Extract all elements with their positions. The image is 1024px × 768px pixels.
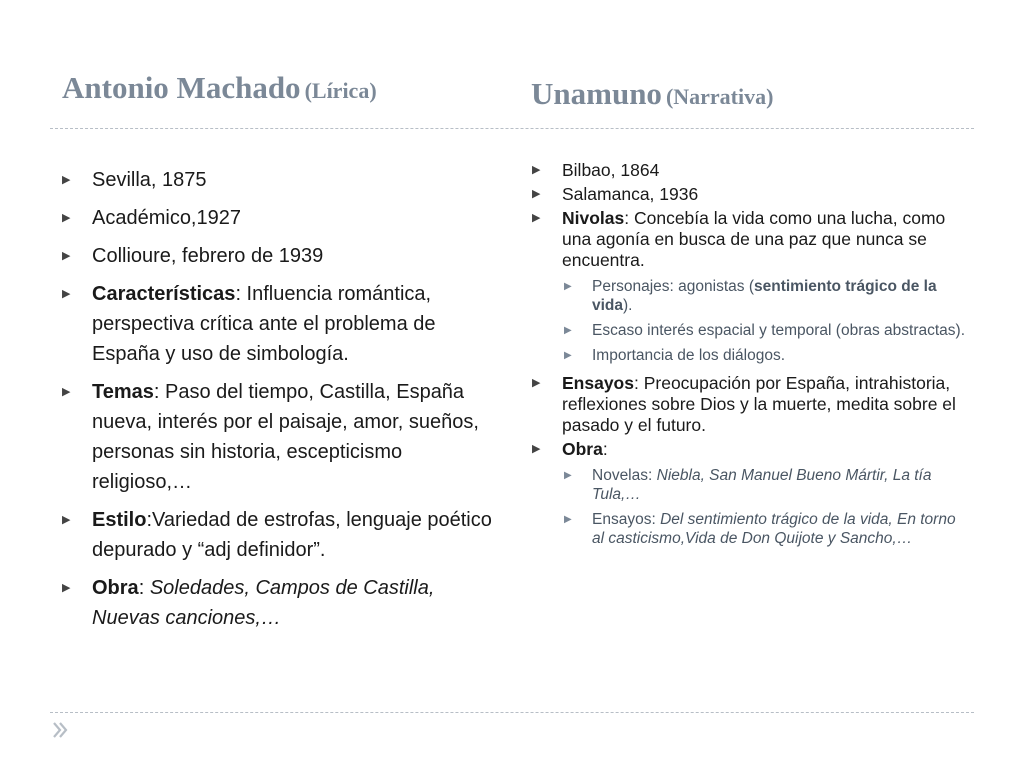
item-text: : Paso del tiempo, Castilla, España nueva, interés por el paisaje, amor, sueños, personas sin historia, escepticismo religioso,… — [92, 381, 479, 493]
right-heading-subtitle: (Narrativa) — [665, 84, 774, 109]
item-text: Collioure, febrero de 1939 — [92, 245, 324, 267]
list-item — [60, 505, 505, 565]
top-divider — [50, 128, 974, 129]
left-heading-subtitle: (Lírica) — [304, 78, 377, 103]
item-label: Nivolas — [562, 208, 625, 228]
bottom-divider — [50, 712, 974, 713]
triangle-bullet-icon: ▶ — [62, 582, 71, 594]
item-text: Bilbao, 1864 — [562, 160, 660, 180]
item-text: : Influencia romántica, perspectiva crítica ante el problema de España y uso de simbología. — [92, 283, 436, 365]
obra-sublist — [562, 466, 970, 548]
list-item — [530, 160, 970, 181]
subitem-text: Novelas: — [592, 467, 657, 484]
item-text: : — [602, 439, 608, 459]
triangle-bullet-icon: ▶ — [564, 470, 572, 481]
list-item — [60, 203, 505, 233]
triangle-bullet-icon: ▶ — [62, 250, 71, 262]
left-heading — [62, 70, 377, 106]
left-column-list — [60, 165, 505, 641]
list-item — [530, 208, 970, 365]
sub-list-item — [562, 277, 970, 315]
subitem-text: Personajes: agonistas ( — [592, 278, 754, 295]
list-item — [60, 279, 505, 369]
triangle-bullet-icon: ▶ — [62, 174, 71, 186]
list-item — [60, 377, 505, 497]
triangle-bullet-icon: ▶ — [532, 212, 541, 224]
item-label: Características — [92, 283, 236, 305]
subitem-text: Ensayos: — [592, 511, 661, 528]
item-label: Estilo — [92, 509, 147, 531]
triangle-bullet-icon: ▶ — [564, 281, 572, 292]
sub-list-item — [562, 510, 970, 548]
double-chevron-icon — [50, 720, 70, 740]
list-item — [530, 439, 970, 548]
item-text: Sevilla, 1875 — [92, 169, 207, 191]
item-text: : Preocupación por España, intrahistoria, reflexiones sobre Dios y la muerte, medita sobre el pasado y el futuro. — [562, 373, 956, 435]
list-item — [60, 573, 505, 633]
item-label: Ensayos — [562, 373, 634, 393]
triangle-bullet-icon: ▶ — [564, 325, 572, 336]
item-text: :Variedad de estrofas, lenguaje poético depurado y “adj definidor”. — [92, 509, 492, 561]
triangle-bullet-icon: ▶ — [532, 443, 541, 455]
triangle-bullet-icon: ▶ — [564, 514, 572, 525]
sub-list-item — [562, 466, 970, 504]
triangle-bullet-icon: ▶ — [62, 212, 71, 224]
subitem-italic: Del sentimiento trágico de la vida, En torno al casticismo,Vida de Don Quijote y Sancho,… — [592, 511, 956, 547]
list-item — [60, 241, 505, 271]
sub-list-item — [562, 346, 970, 365]
item-text: : — [138, 577, 150, 599]
subitem-italic: Niebla, San Manuel Bueno Mártir, La tía Tula,… — [592, 467, 932, 503]
triangle-bullet-icon: ▶ — [532, 164, 541, 176]
subitem-text: Importancia de los diálogos. — [592, 347, 786, 364]
triangle-bullet-icon: ▶ — [62, 514, 71, 526]
triangle-bullet-icon: ▶ — [532, 377, 541, 389]
item-label: Obra — [562, 439, 603, 459]
subitem-after: ). — [623, 297, 633, 314]
item-text: : Concebía la vida como una lucha, como una agonía en busca de una paz que nunca se encuentra. — [562, 208, 946, 270]
triangle-bullet-icon: ▶ — [532, 188, 541, 200]
list-item — [60, 165, 505, 195]
item-text: Académico,1927 — [92, 207, 241, 229]
triangle-bullet-icon: ▶ — [62, 386, 71, 398]
list-item — [530, 373, 970, 436]
right-heading-title: Unamuno — [531, 76, 662, 111]
nivolas-sublist — [562, 277, 970, 365]
sub-list-item — [562, 321, 970, 340]
right-heading — [531, 76, 773, 112]
subitem-text: Escaso interés espacial y temporal (obras abstractas). — [592, 322, 966, 339]
item-italic: Soledades, Campos de Castilla, Nuevas canciones,… — [92, 577, 435, 629]
right-column-list — [530, 160, 970, 556]
item-text: Salamanca, 1936 — [562, 184, 699, 204]
triangle-bullet-icon: ▶ — [62, 288, 71, 300]
subitem-bold: sentimiento trágico de la vida — [592, 278, 937, 314]
left-heading-title: Antonio Machado — [62, 70, 301, 105]
triangle-bullet-icon: ▶ — [564, 350, 572, 361]
list-item — [530, 184, 970, 205]
item-label: Obra — [92, 577, 139, 599]
item-label: Temas — [92, 381, 154, 403]
